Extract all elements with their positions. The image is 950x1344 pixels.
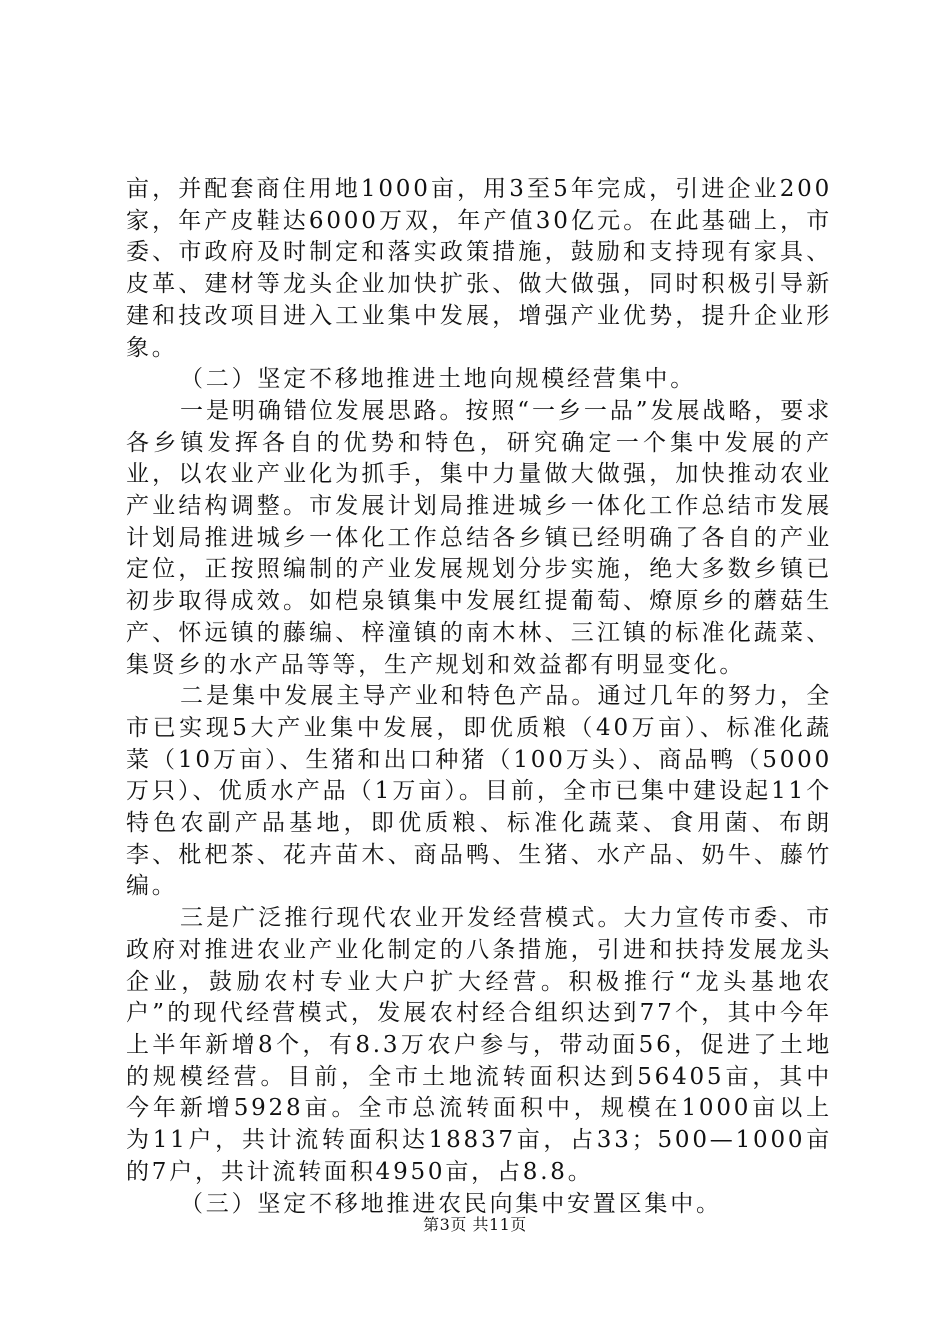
page-number-footer: 第3页 共11页: [423, 1215, 527, 1234]
paragraph-misplaced-development: 一是明确错位发展思路。按照“一乡一品”发展战略，要求各乡镇发挥各自的优势和特色，研究确定一个集中发展的产业，以农业产业化为抓手，集中力量做大做强，加快推动农业产业结构调整。市发展计划局推进城乡一体化工作总结市发展计划局推进城乡一体化工作总结各乡镇已经明确了各自的产业定位，正按照编制的产业发展规划分步实施，绝大多数乡镇已初步取得成效。如桤泉镇集中发展红提葡萄、燎原乡的蘑菇生产、怀远镇的藤编、梓潼镇的南木林、三江镇的标准化蔬菜、集贤乡的水产品等等，生产规划和效益都有明显变化。: [126, 397, 832, 678]
document-body: [126, 174, 832, 1220]
paragraph-modern-agriculture: 三是广泛推行现代农业开发经营模式。大力宣传市委、市政府对推进农业产业化制定的八条措施，引进和扶持发展龙头企业，鼓励农村专业大户扩大经营。积极推行“龙头基地农户”的现代经营模式，发展农村经合组织达到77个，其中今年上半年新增8个，有8.3万农户参与，带动面56，促进了土地的规模经营。目前，全市土地流转面积达到56405亩，其中今年新增5928亩。全市总流转面积中，规模在1000亩以上为11户，共计流转面积达18837亩，占33；500—1000亩的7户，共计流转面积4950亩，占8.8。: [126, 905, 832, 1185]
section-heading-3: （三）坚定不移地推进农民向集中安置区集中。: [180, 1190, 722, 1217]
paragraph-leading-industries: 二是集中发展主导产业和特色产品。通过几年的努力，全市已实现5大产业集中发展，即优质粮（40万亩）、标准化蔬菜（10万亩）、生猪和出口种猪（100万头）、商品鸭（5000万只）、优质水产品（1万亩）。目前，全市已集中建设起11个特色农副产品基地，即优质粮、标准化蔬菜、食用菌、布朗李、枇杷茶、花卉苗木、商品鸭、生猪、水产品、奶牛、藤竹编。: [126, 683, 832, 900]
section-heading-2: （二）坚定不移地推进土地向规模经营集中。: [180, 366, 696, 393]
paragraph-continuation: 亩，并配套商住用地1000亩，用3至5年完成，引进企业200家，年产皮鞋达6000万双，年产值30亿元。在此基础上，市委、市政府及时制定和落实政策措施，鼓励和支持现有家具、皮革、建材等龙头企业加快扩张、做大做强，同时积极引导新建和技改项目进入工业集中发展，增强产业优势，提升企业形象。: [126, 176, 832, 361]
